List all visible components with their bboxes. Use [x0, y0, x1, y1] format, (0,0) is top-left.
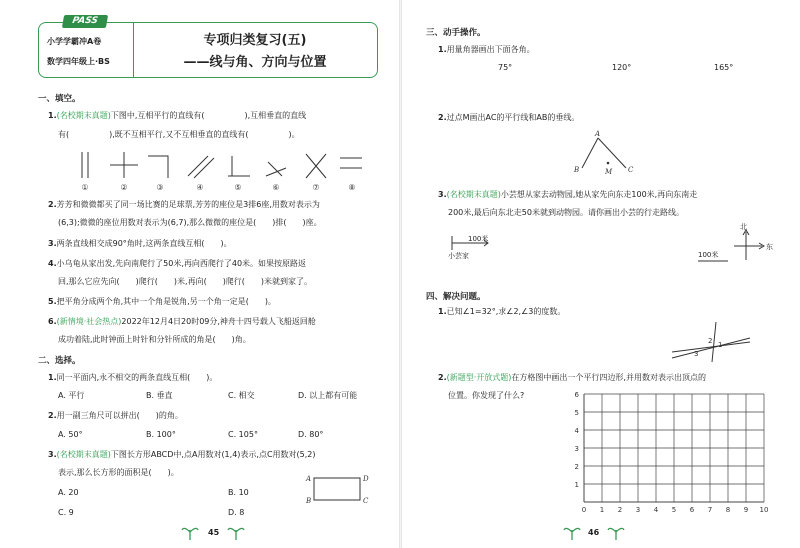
question-2-1 — [48, 372, 217, 383]
y-tick-label: 5 — [574, 409, 579, 417]
question-4-1 — [438, 306, 565, 317]
page-number: 46 — [588, 528, 600, 537]
question-number: 2. — [438, 113, 447, 122]
question-1-6 — [48, 316, 316, 327]
question-text: 同一平面内,永不相交的两条直线互相( )。 — [56, 373, 218, 382]
leaf-icon — [226, 524, 246, 540]
question-3-1 — [438, 44, 535, 55]
question-3-3-line2: 200米,最后向东北走50米就到动物园。请你画出小芸的行走路线。 — [448, 208, 684, 217]
question-4-2-line2: 位置。你发现了什么? — [448, 391, 525, 400]
question-text: 两条直线相交成90°角时,这两条直线互相( )。 — [56, 239, 232, 248]
question-3-2 — [438, 112, 579, 123]
question-3-3 — [438, 189, 697, 200]
question-number: 3. — [48, 450, 57, 459]
angle-120: 120° — [612, 63, 632, 72]
question-number: 2. — [48, 411, 57, 420]
x-tick-label: 1 — [599, 506, 605, 514]
figure-label: ⑧ — [348, 183, 356, 192]
x-tick-label: 7 — [707, 506, 713, 514]
question-number: 2. — [438, 373, 447, 382]
question-text: 芳芳和微微都买了同一场比赛的足球票,芳芳的座位是3排6座,用数对表示为 — [56, 200, 320, 209]
x-tick-label: 5 — [671, 506, 677, 514]
figure-label: ④ — [196, 183, 204, 192]
option-a[interactable]: A. 50° — [58, 430, 83, 439]
question-number: 2. — [48, 200, 57, 209]
question-number: 3. — [438, 190, 447, 199]
question-number: 1. — [48, 111, 57, 120]
figure-label: ② — [120, 183, 128, 192]
point-label: B — [306, 497, 312, 505]
question-1-4 — [48, 258, 306, 269]
compass-north-label: 北 — [740, 223, 747, 231]
line-3 — [712, 322, 716, 362]
header-book-info — [39, 16, 134, 77]
option-d[interactable]: D. 80° — [298, 430, 324, 439]
segment-ab — [582, 138, 598, 168]
angle-165: 165° — [714, 63, 734, 72]
question-tag: (新情境·社会热点) — [56, 317, 122, 326]
leaf-icon — [606, 524, 626, 540]
figure-label: ③ — [156, 183, 164, 192]
option-d[interactable]: D. 以上都有可能 — [298, 391, 358, 400]
question-2-3 — [48, 449, 316, 460]
question-text: 已知∠1=32°,求∠2,∠3的度数。 — [446, 307, 566, 316]
option-a[interactable]: A. 20 — [58, 488, 79, 497]
angle-figure — [672, 320, 752, 364]
segment-ac — [598, 138, 626, 168]
x-tick-label: 10 — [759, 506, 769, 514]
question-number: 1. — [438, 307, 447, 316]
y-tick-label: 1 — [574, 481, 579, 489]
question-text: 下图长方形ABCD中,点A用数对(1,4)表示,点C用数对(5,2) — [110, 450, 316, 459]
question-number: 1. — [48, 373, 57, 382]
point-label: C — [363, 497, 369, 505]
option-b[interactable]: B. 垂直 — [146, 391, 173, 400]
figure-line — [188, 156, 208, 176]
point-label: D — [363, 475, 369, 483]
question-1-2 — [48, 199, 320, 210]
question-text: 过点M画出AC的平行线和AB的垂线。 — [446, 113, 580, 122]
question-text: 把平角分成两个角,其中一个角是锐角,另一个角一定是( )。 — [56, 297, 276, 306]
scale-bar — [696, 254, 732, 264]
section-fill-in-title: 一、填空。 — [38, 94, 81, 104]
page-title: 专项归类复习(五) — [203, 33, 307, 48]
figure-line — [194, 158, 214, 178]
question-text: 小乌龟从家出发,先向南爬行了50米,再向西爬行了40米。如果按原路返 — [56, 259, 307, 268]
question-text: 2022年12月4日20时09分,神舟十四号载人飞船返回舱 — [121, 317, 316, 326]
option-a[interactable]: A. 平行 — [58, 391, 85, 400]
y-tick-label: 3 — [574, 445, 579, 453]
x-tick-label: 4 — [653, 506, 659, 514]
option-c[interactable]: C. 9 — [58, 508, 74, 517]
scale-label: 100米 — [698, 251, 719, 259]
home-label: 小芸家 — [448, 252, 469, 260]
page-subtitle: ——线与角、方向与位置 — [183, 55, 327, 70]
right-page — [402, 0, 800, 548]
angle-75: 75° — [498, 63, 513, 72]
question-1-1 — [48, 110, 306, 121]
triangle-abc-figure — [566, 128, 646, 188]
x-tick-label: 2 — [617, 506, 623, 514]
book-grade: 数学四年级上·BS — [47, 57, 110, 66]
question-tag: (新题型·开放式题) — [446, 373, 512, 382]
header-box — [38, 16, 378, 78]
option-b[interactable]: B. 10 — [228, 488, 249, 497]
question-4-2 — [438, 372, 706, 383]
question-tag: (名校期末真题) — [56, 111, 111, 120]
angle-label: 2 — [708, 337, 713, 345]
rectangle-abcd — [314, 478, 360, 500]
x-tick-label: 9 — [743, 506, 749, 514]
figure-line — [148, 156, 168, 178]
point-m — [607, 162, 610, 165]
angle-label: 1 — [718, 341, 723, 349]
line-figures — [70, 148, 370, 194]
question-text: 用一副三角尺可以拼出( )的角。 — [56, 411, 183, 420]
question-number: 4. — [48, 259, 57, 268]
book-title: 小学学霸冲A卷 — [47, 37, 102, 46]
question-1-4-line2: 回,那么它应先向( )爬行( )米,再向( )爬行( )米就到家了。 — [58, 277, 313, 286]
x-tick-label: 3 — [635, 506, 641, 514]
point-label: M — [605, 168, 613, 176]
question-tag: (名校期末真题) — [56, 450, 111, 459]
question-number: 5. — [48, 297, 57, 306]
section-choice-title: 二、选择。 — [38, 356, 81, 366]
figure-line — [266, 168, 286, 176]
question-number: 3. — [48, 239, 57, 248]
option-c[interactable]: C. 相交 — [228, 391, 255, 400]
question-1-1-line2: 有( ),既不互相平行,又不互相垂直的直线有( )。 — [58, 130, 300, 139]
question-number: 6. — [48, 317, 57, 326]
figure-label: ⑦ — [312, 183, 320, 192]
question-tag: (名校期末真题) — [446, 190, 501, 199]
question-2-2 — [48, 410, 183, 421]
pass-logo: PASS — [62, 15, 108, 28]
route-distance-label: 100米 — [468, 235, 489, 243]
point-label: A — [595, 130, 601, 138]
coordinate-grid — [568, 390, 768, 518]
rectangle-abcd-figure — [300, 470, 380, 510]
point-label: A — [306, 475, 312, 483]
option-d[interactable]: D. 8 — [228, 508, 245, 517]
question-1-6-line2: 成功着陆,此时钟面上时针和分针所成的角是( )角。 — [58, 335, 251, 344]
page-number: 45 — [208, 528, 220, 537]
section-hands-on-title: 三、动手操作。 — [426, 28, 486, 38]
option-c[interactable]: C. 105° — [228, 430, 258, 439]
figure-label: ① — [81, 183, 89, 192]
x-tick-label: 0 — [581, 506, 587, 514]
question-number: 1. — [438, 45, 447, 54]
option-b[interactable]: B. 100° — [146, 430, 176, 439]
figure-label: ⑥ — [272, 183, 280, 192]
point-label: B — [574, 166, 580, 174]
compass-east-label: 东 — [766, 243, 773, 251]
figure-label: ⑤ — [234, 183, 242, 192]
y-tick-label: 2 — [574, 463, 579, 471]
section-solve-title: 四、解决问题。 — [426, 292, 486, 302]
question-text: 用量角器画出下面各角。 — [446, 45, 535, 54]
leaf-icon — [180, 524, 200, 540]
question-1-5 — [48, 296, 276, 307]
y-tick-label: 4 — [574, 427, 579, 435]
point-label: C — [628, 166, 634, 174]
question-1-2-line2: (6,3);微微的座位用数对表示为(6,7),那么微微的座位是( )排( )座。 — [58, 218, 322, 227]
y-tick-label: 6 — [574, 391, 579, 399]
question-text: 在方格图中画出一个平行四边形,并用数对表示出顶点的 — [511, 373, 706, 382]
angle-label: 3 — [694, 350, 699, 358]
question-text: 下图中,互相平行的直线有( ),互相垂直的直线 — [110, 111, 307, 120]
x-tick-label: 6 — [689, 506, 695, 514]
question-2-3-line2: 表示,那么长方形的面积是( )。 — [58, 468, 179, 477]
question-1-3 — [48, 238, 232, 249]
x-tick-label: 8 — [725, 506, 731, 514]
leaf-icon — [562, 524, 582, 540]
question-text: 小芸想从家去动物园,她从家先向东走100米,再向东南走 — [500, 190, 698, 199]
